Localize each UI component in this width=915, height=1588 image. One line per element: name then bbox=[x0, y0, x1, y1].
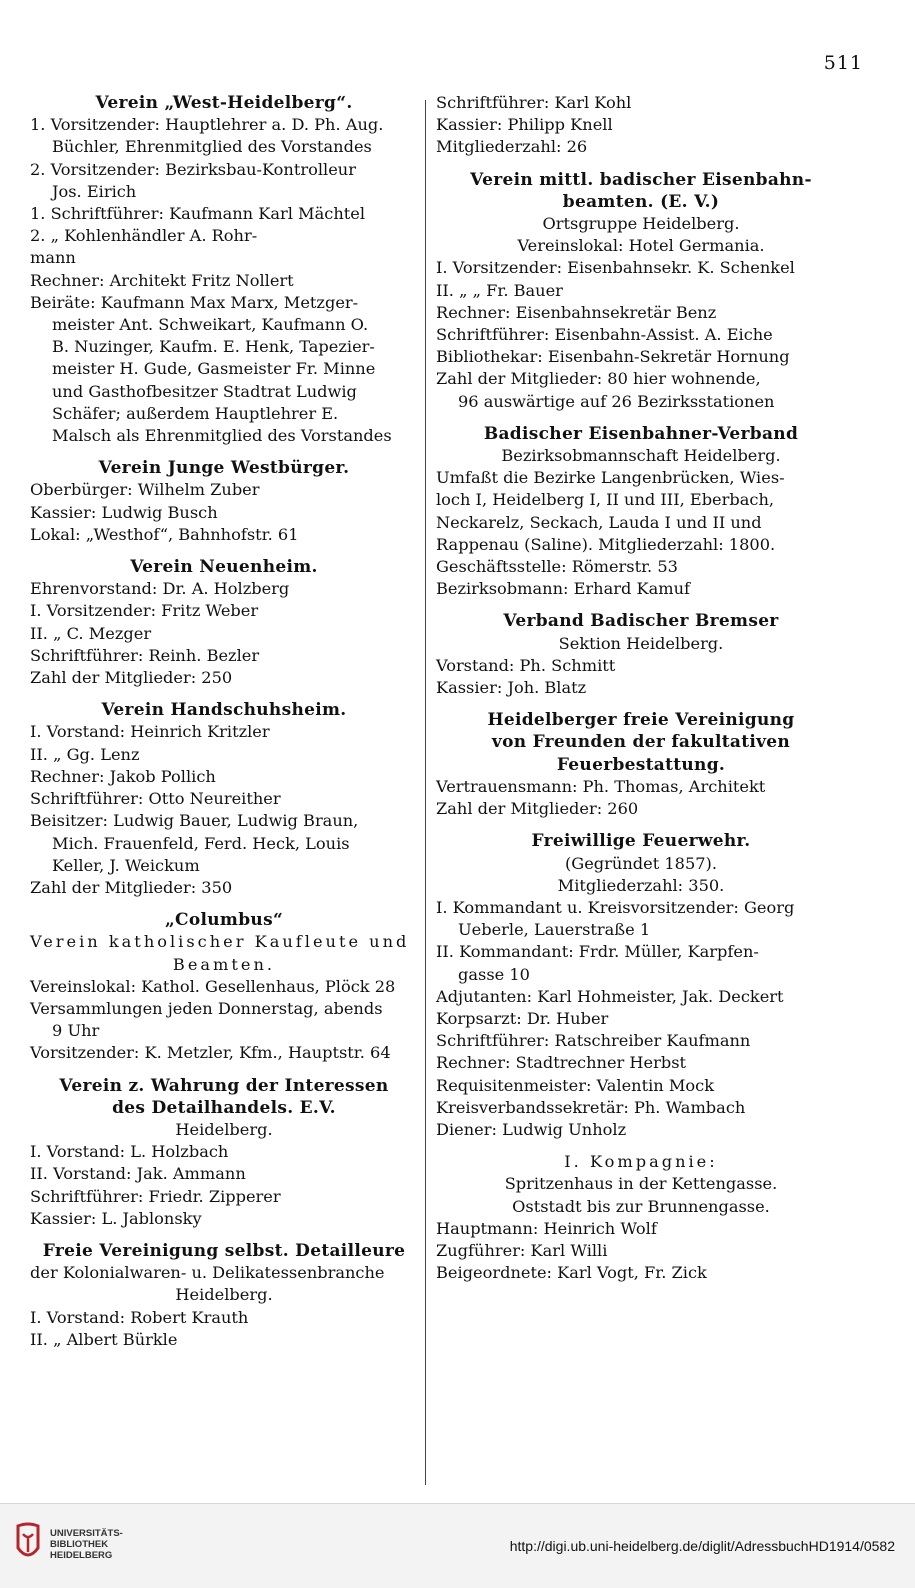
section-heading: beamten. (E. V.) bbox=[562, 191, 720, 212]
entry-line: mann bbox=[30, 248, 76, 268]
entry-line: II. Kommandant: Frdr. Müller, Karpfen- bbox=[436, 942, 759, 962]
entry-line: II. „ Gg. Lenz bbox=[30, 744, 140, 764]
entry-line: II. „ Albert Bürkle bbox=[30, 1329, 178, 1349]
entry-line: Vorstand: Ph. Schmitt bbox=[436, 655, 616, 675]
centered-line: Heidelberg. bbox=[175, 1285, 273, 1305]
entry-line: Büchler, Ehrenmitglied des Vorstandes bbox=[52, 137, 372, 157]
entry-line: 96 auswärtige auf 26 Bezirksstationen bbox=[458, 391, 775, 411]
entry-line: Mich. Frauenfeld, Ferd. Heck, Louis bbox=[52, 833, 350, 853]
section-heading: Feuerbestattung. bbox=[556, 754, 726, 775]
centered-line: (Gegründet 1857). bbox=[564, 853, 718, 873]
entry-line: Adjutanten: Karl Hohmeister, Jak. Deckert bbox=[436, 986, 784, 1006]
source-url[interactable]: http://digi.ub.uni-heidelberg.de/diglit/AdressbuchHD1914/0582 bbox=[509, 1538, 895, 1554]
entry-line: Schriftführer: Karl Kohl bbox=[436, 93, 632, 112]
entry-line: Bibliothekar: Eisenbahn-Sekretär Hornung bbox=[436, 347, 790, 367]
entry-line: loch I, Heidelberg I, II und III, Eberbach, bbox=[436, 490, 775, 510]
section-gap bbox=[30, 447, 418, 457]
centered-line: Heidelberg. bbox=[175, 1119, 273, 1139]
right-column bbox=[436, 92, 846, 1284]
section-heading: des Detailhandels. E.V. bbox=[112, 1097, 336, 1118]
entry-line: Beisitzer: Ludwig Bauer, Ludwig Braun, bbox=[30, 811, 359, 831]
spaced-line: I. Kompagnie: bbox=[564, 1152, 718, 1172]
library-logo-icon bbox=[14, 1522, 42, 1566]
entry-line: Lokal: „Westhof“, Bahnhofstr. 61 bbox=[30, 524, 299, 544]
library-name-line-3: HEIDELBERG bbox=[50, 1550, 113, 1561]
entry-line: Requisitenmeister: Valentin Mock bbox=[436, 1075, 715, 1095]
entry-line: Zahl der Mitglieder: 350 bbox=[30, 877, 233, 897]
section-heading: Verband Badischer Bremser bbox=[503, 611, 779, 632]
entry-line: I. Vorstand: L. Holzbach bbox=[30, 1142, 229, 1162]
entry-line: Rechner: Jakob Pollich bbox=[30, 766, 216, 786]
section-heading: Verein Neuenheim. bbox=[130, 557, 318, 578]
centered-line: Spritzenhaus in der Kettengasse. bbox=[504, 1174, 778, 1194]
entry-line: Schriftführer: Otto Neureither bbox=[30, 789, 281, 809]
entry-line: Malsch als Ehrenmitglied des Vorstandes bbox=[52, 426, 392, 446]
entry-line: I. Kommandant u. Kreisvorsitzender: Georg bbox=[436, 897, 795, 917]
entry-line: 2. Vorsitzender: Bezirksbau-Kontrolleur bbox=[30, 159, 356, 179]
section-gap bbox=[30, 1230, 418, 1240]
entry-line: Rechner: Architekt Fritz Nollert bbox=[30, 270, 294, 290]
entry-line: Vorsitzender: K. Metzler, Kfm., Hauptstr. 64 bbox=[30, 1043, 391, 1063]
entry-line: Zugführer: Karl Willi bbox=[436, 1240, 608, 1260]
section-gap bbox=[436, 159, 846, 169]
entry-line: B. Nuzinger, Kaufm. E. Henk, Tapezier- bbox=[52, 337, 375, 357]
entry-line: Kreisverbandssekretär: Ph. Wambach bbox=[436, 1097, 746, 1117]
entry-line: Kassier: Philipp Knell bbox=[436, 115, 613, 135]
entry-line: Jos. Eirich bbox=[52, 181, 137, 201]
entry-line: Rechner: Eisenbahnsekretär Benz bbox=[436, 302, 717, 322]
centered-line: Oststadt bis zur Brunnengasse. bbox=[512, 1196, 770, 1216]
section-gap bbox=[436, 413, 846, 423]
centered-line: Ortsgruppe Heidelberg. bbox=[542, 214, 740, 234]
entry-line: Schriftführer: Ratschreiber Kaufmann bbox=[436, 1031, 751, 1051]
entry-line: und Gasthofbesitzer Stadtrat Ludwig bbox=[52, 381, 357, 401]
section-heading: Verein mittl. badischer Eisenbahn- bbox=[470, 169, 812, 190]
entry-line: Hauptmann: Heinrich Wolf bbox=[436, 1218, 657, 1238]
section-heading: Freiwillige Feuerwehr. bbox=[531, 831, 751, 852]
library-name-line-2: BIBLIOTHEK bbox=[50, 1539, 109, 1550]
page-number: 511 bbox=[823, 52, 863, 74]
entry-line: I. Vorstand: Heinrich Kritzler bbox=[30, 722, 270, 742]
left-column bbox=[30, 92, 418, 1351]
entry-line: Kassier: Ludwig Busch bbox=[30, 502, 218, 522]
column-divider bbox=[425, 100, 426, 1485]
entry-line: Rappenau (Saline). Mitgliederzahl: 1800. bbox=[436, 534, 776, 554]
entry-line: Schriftführer: Eisenbahn-Assist. A. Eiche bbox=[436, 325, 773, 345]
entry-line: Schäfer; außerdem Hauptlehrer E. bbox=[52, 403, 339, 423]
entry-line: Zahl der Mitglieder: 80 hier wohnende, bbox=[436, 369, 761, 389]
entry-line: Beiräte: Kaufmann Max Marx, Metzger- bbox=[30, 292, 359, 312]
centered-line: Sektion Heidelberg. bbox=[558, 633, 724, 653]
entry-line: gasse 10 bbox=[458, 964, 530, 984]
entry-line: Beigeordnete: Karl Vogt, Fr. Zick bbox=[436, 1263, 707, 1283]
section-heading: Freie Vereinigung selbst. Detailleure bbox=[42, 1240, 406, 1261]
entry-line: Ehrenvorstand: Dr. A. Holzberg bbox=[30, 579, 290, 599]
section-gap bbox=[30, 1065, 418, 1075]
section-gap bbox=[436, 1141, 846, 1151]
entry-line: Ueberle, Lauerstraße 1 bbox=[458, 920, 651, 940]
section-heading: Verein „West-Heidelberg“. bbox=[95, 93, 353, 113]
entry-line: Versammlungen jeden Donnerstag, abends bbox=[30, 998, 383, 1018]
entry-line: Schriftführer: Friedr. Zipperer bbox=[30, 1186, 281, 1206]
entry-line: Rechner: Stadtrechner Herbst bbox=[436, 1053, 687, 1073]
section-heading: Heidelberger freie Vereinigung bbox=[487, 710, 795, 731]
section-heading: Verein z. Wahrung der Interessen bbox=[59, 1075, 389, 1096]
entry-line: I. Vorstand: Robert Krauth bbox=[30, 1307, 249, 1327]
entry-line: meister H. Gude, Gasmeister Fr. Minne bbox=[52, 359, 376, 379]
entry-line: Geschäftsstelle: Römerstr. 53 bbox=[436, 557, 678, 577]
section-gap bbox=[436, 600, 846, 610]
entry-line: Zahl der Mitglieder: 260 bbox=[436, 799, 639, 819]
library-name bbox=[50, 1528, 123, 1561]
section-heading: Verein Junge Westbürger. bbox=[98, 458, 350, 479]
section-gap bbox=[30, 546, 418, 556]
entry-line: Umfaßt die Bezirke Langenbrücken, Wies- bbox=[436, 468, 785, 488]
entry-line: Diener: Ludwig Unholz bbox=[436, 1119, 627, 1139]
section-heading: Verein Handschuhsheim. bbox=[101, 700, 347, 721]
entry-line: I. Vorsitzender: Fritz Weber bbox=[30, 601, 259, 621]
entry-line: 1. Schriftführer: Kaufmann Karl Mächtel bbox=[30, 204, 366, 224]
entry-line: Keller, J. Weickum bbox=[52, 855, 200, 875]
entry-line: 1. Vorsitzender: Hauptlehrer a. D. Ph. Aug. bbox=[30, 115, 384, 135]
centered-line: Mitgliederzahl: 350. bbox=[557, 875, 725, 895]
entry-line: II. Vorstand: Jak. Ammann bbox=[30, 1164, 246, 1184]
entry-line: Zahl der Mitglieder: 250 bbox=[30, 668, 233, 688]
entry-line: Vertrauensmann: Ph. Thomas, Architekt bbox=[436, 776, 766, 796]
entry-line: meister Ant. Schweikart, Kaufmann O. bbox=[52, 315, 369, 335]
section-gap bbox=[436, 820, 846, 830]
entry-line: Schriftführer: Reinh. Bezler bbox=[30, 645, 260, 665]
entry-line: Kassier: L. Jablonsky bbox=[30, 1208, 202, 1228]
section-heading: Badischer Eisenbahner-Verband bbox=[483, 423, 799, 444]
section-gap bbox=[30, 899, 418, 909]
section-heading: von Freunden der fakultativen bbox=[491, 732, 791, 753]
spaced-line: Verein katholischer Kaufleute und bbox=[30, 932, 410, 952]
entry-line: Korpsarzt: Dr. Huber bbox=[436, 1008, 609, 1028]
entry-line: 9 Uhr bbox=[52, 1021, 100, 1041]
entry-line: 2. „ Kohlenhändler A. Rohr- bbox=[30, 226, 258, 246]
spaced-line: Beamten. bbox=[172, 954, 276, 974]
section-gap bbox=[30, 689, 418, 699]
entry-line: Neckarelz, Seckach, Lauda I und II und bbox=[436, 512, 762, 532]
entry-line: Kassier: Joh. Blatz bbox=[436, 678, 587, 698]
section-gap bbox=[436, 699, 846, 709]
entry-line: der Kolonialwaren- u. Delikatessenbranche bbox=[30, 1263, 385, 1283]
entry-line: Oberbürger: Wilhelm Zuber bbox=[30, 480, 260, 500]
entry-line: Bezirksobmann: Erhard Kamuf bbox=[436, 579, 690, 599]
entry-line: II. „ „ Fr. Bauer bbox=[436, 280, 563, 300]
section-heading: „Columbus“ bbox=[164, 910, 284, 931]
entry-line: Mitgliederzahl: 26 bbox=[436, 137, 588, 157]
entry-line: II. „ C. Mezger bbox=[30, 623, 152, 643]
centered-line: Bezirksobmannschaft Heidelberg. bbox=[501, 446, 781, 466]
entry-line: I. Vorsitzender: Eisenbahnsekr. K. Schenkel bbox=[436, 258, 795, 278]
library-name-line-1: UNIVERSITÄTS- bbox=[50, 1528, 123, 1539]
entry-line: Vereinslokal: Kathol. Gesellenhaus, Plöck 28 bbox=[30, 976, 396, 996]
centered-line: Vereinslokal: Hotel Germania. bbox=[517, 236, 765, 256]
footer-bar bbox=[0, 1503, 915, 1588]
